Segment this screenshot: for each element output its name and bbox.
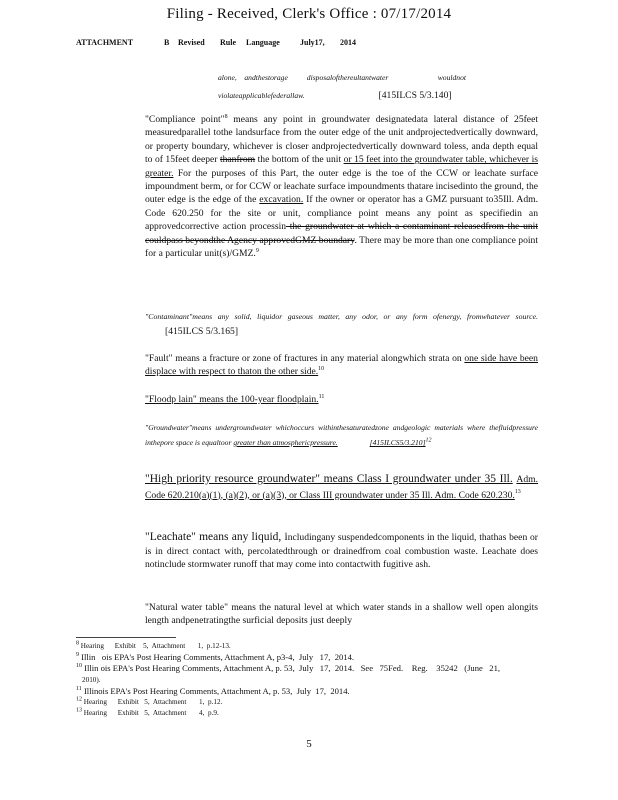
- deleted-text: the groundwater at which a contaminant releasedfrom the unit couldpass beyondthe Agency approvedGMZ boundary: [145, 221, 538, 246]
- footnotes: [76, 641, 546, 719]
- footnote-12: [76, 697, 546, 708]
- footnote-number: 11: [76, 685, 82, 692]
- text: If the owner or operator has a GMZ pursuant to35Ill. Adm. Code 620.250 for the site or unit, compliance point means any point as specifiedin an approvedcorrective action processin: [145, 194, 538, 233]
- footnote-text: Hearing Exhibit 5, Attachment 4, p.9.: [83, 709, 219, 718]
- footnote-ref: 9: [255, 247, 259, 254]
- intro-line-1: alone, andthestorage disposalofthereultantwater wouldnot: [218, 73, 466, 82]
- inserted-text: excavation.: [259, 194, 304, 206]
- citation: [415ILCS5/3.210]: [369, 438, 426, 447]
- footnote-ref: 12: [425, 437, 432, 444]
- filing-header: Filing - Received, Clerk's Office : 07/17/2014: [166, 6, 452, 22]
- footnote-8: [76, 641, 546, 652]
- inserted-text: Adm. Code 620.210(a)(1), (a)(2), or (a)(3), or Class III groundwater under 35 Ill. Adm. Code 620.230.: [145, 474, 539, 501]
- footnote-ref: 10: [318, 366, 325, 373]
- inserted-text: greater than atmosphericpressure.: [233, 438, 338, 447]
- text: For the purposes of this Part, the outer edge is the toe of the CCW or leachate surface impoundment berm, or for CCW or leachate surface impoundments thatare incisedinto the ground, the outer edge is the edge of the: [145, 167, 538, 206]
- text: means any point in groundwater designatedata lateral distance of 25feet measuredparallel tothe landsurface from the outer edge of the unit andprojectedvertically downward, or property boundary, whichever is closer andprojectedvertically downward toless, anda depth equal to of 15feet deeper: [145, 114, 538, 166]
- footnote-text: Hearing Exhibit 5, Attachment 1, p.12.: [83, 698, 223, 707]
- footnote-text: Illinois EPA's Post Hearing Comments, Attachment A, p. 53, July 17, 2014.: [83, 685, 350, 696]
- leachate-definition: [145, 530, 538, 571]
- language-label: Language: [246, 38, 280, 47]
- footnote-ref: 8: [224, 113, 228, 120]
- footnote-number: 9: [76, 652, 79, 659]
- footnote-ref: 11: [318, 393, 325, 400]
- footnote-text: Hearing Exhibit 5, Attachment 1, p.12-13.: [80, 642, 231, 650]
- inserted-text: "Floodp lain" means the 100-year floodplain.: [145, 394, 319, 405]
- text: "Groundwater"means undergroundwater whichoccurs withinthesaturatedzone andgeologic materials where thefluidpressure inthepore space is equaltoor: [145, 423, 538, 447]
- floodplain-definition: [145, 393, 538, 406]
- date-label: July17,: [300, 38, 325, 47]
- intro-text: violateapplicablefederallaw.: [218, 91, 305, 100]
- footnote-11: [76, 686, 546, 697]
- contaminant-definition: [145, 309, 538, 339]
- term: "Compliance point": [145, 114, 225, 125]
- high-priority-definition: [145, 472, 538, 503]
- intro-citation: [415ILCS 5/3.140]: [378, 90, 452, 101]
- attachment-header: [76, 38, 356, 47]
- year-label: 2014: [340, 38, 356, 47]
- citation: [415ILCS 5/3.165]: [165, 326, 239, 337]
- revised-label: Revised: [178, 38, 205, 47]
- inserted-text: "High priority resource groundwater" means Class I groundwater under 35 Ill.: [145, 473, 513, 485]
- text: "Fault" means a fracture or zone of fractures in any material alongwhich strata on: [145, 353, 465, 364]
- footnote-text: Illin ois EPA's Post Hearing Comments, Attachment A, p3-4, July 17, 2014.: [81, 652, 355, 663]
- groundwater-definition: [145, 420, 538, 450]
- footnote-text: 2010).: [82, 675, 101, 684]
- rule-label: Rule: [220, 38, 236, 47]
- footnote-9: [76, 652, 546, 663]
- inserted-text: or 15 feet into the groundwater table, whichever is greater.: [145, 154, 538, 179]
- deleted-text: thanfrom: [219, 154, 256, 166]
- inserted-text: one side have been displace with respect to thaton the other side.: [145, 353, 538, 378]
- term: "Leachate" means any liquid, i: [145, 531, 288, 543]
- fault-definition: [145, 352, 538, 379]
- footnote-10-continued: [76, 675, 546, 686]
- footnote-number: 12: [76, 696, 82, 703]
- text: "Contaminant"means any solid, liquidor gaseous matter, any odor, or any form ofenergy, fromwhatever source.: [145, 312, 538, 321]
- footnote-text: Illin ois EPA's Post Hearing Comments, Attachment A, p. 53, July 17, 2014. See 75Fed. Reg. 35242 (June 21,: [84, 663, 501, 674]
- text: . There may be more than one compliance point for a particular unit(s)/GMZ.: [145, 234, 539, 260]
- footnote-number: 8: [76, 640, 79, 647]
- text: the bottom of the unit: [255, 154, 344, 166]
- page-number: 5: [306, 738, 312, 750]
- attachment-label: ATTACHMENT: [76, 38, 134, 47]
- attachment-letter: B: [164, 38, 170, 47]
- footnote-13: [76, 708, 546, 719]
- compliance-point-definition: [145, 113, 538, 260]
- footnote-ref: 13: [514, 488, 521, 495]
- text: "Natural water table" means the natural level at which water stands in a shallow well open alongits length andpenetratingthe surficial deposits just deeply: [145, 602, 538, 627]
- footnote-number: 10: [76, 663, 82, 670]
- footnote-number: 13: [76, 707, 82, 714]
- intro-line-2: [218, 85, 538, 103]
- natural-water-table-definition: [145, 601, 538, 628]
- text: ncludingany suspendedcomponents in the liquid, thathas been or is in direct contact with, percolatedthrough or drainedfrom coal combustion waste. Leachate does notinclude stormwater runoff that may come into contactwith fugitive ash.: [145, 532, 538, 570]
- footnote-10: [76, 663, 546, 674]
- footnote-divider: [76, 637, 176, 638]
